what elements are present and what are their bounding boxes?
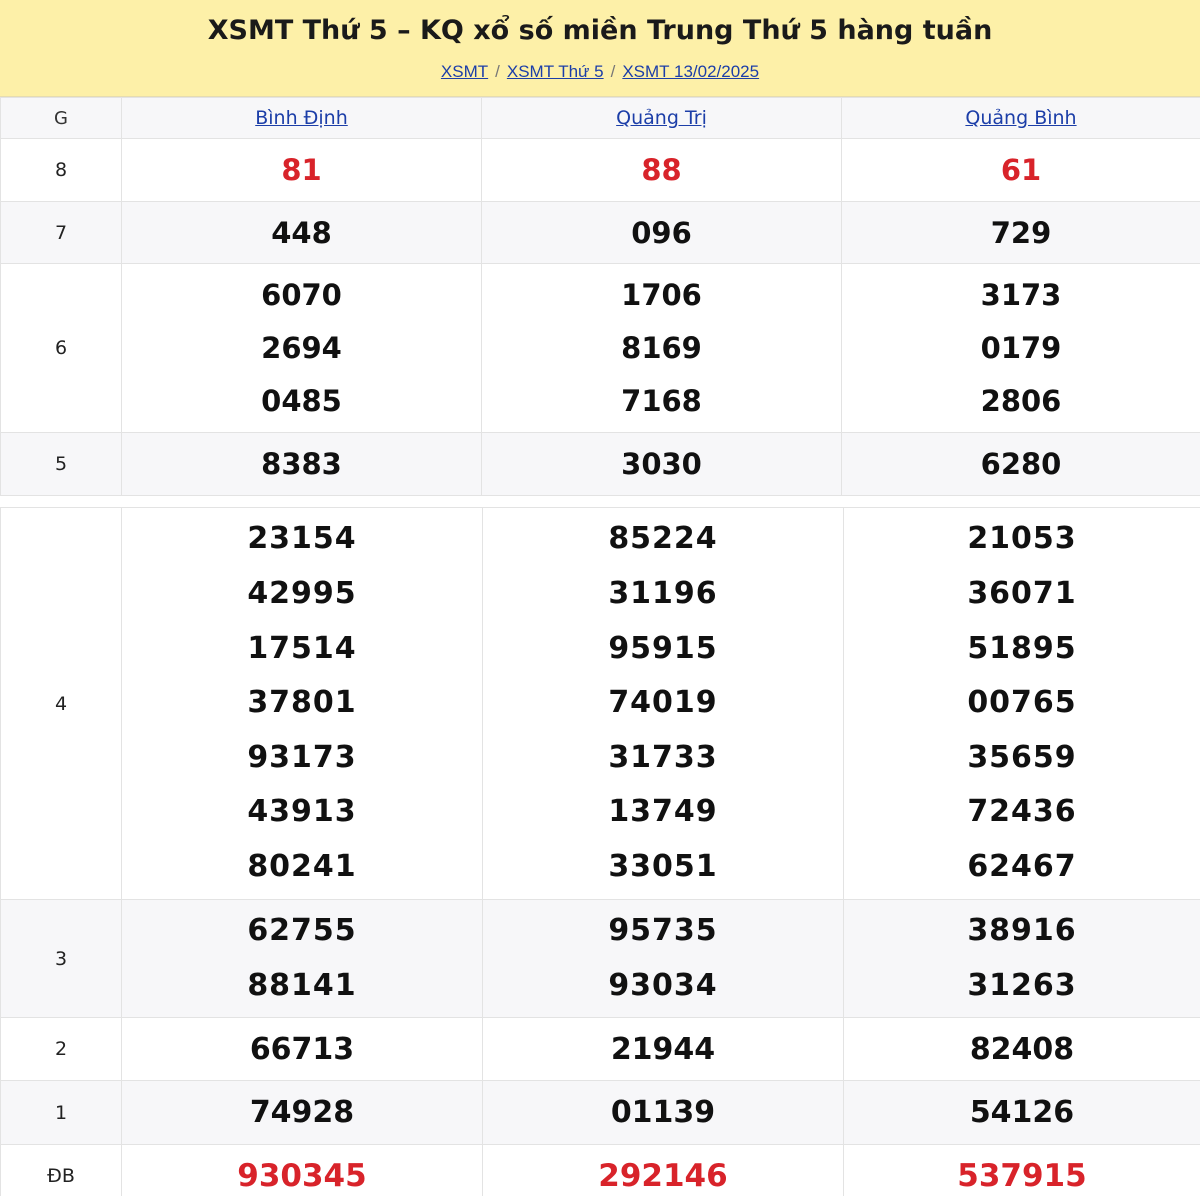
prize-value: 37801 [247, 685, 357, 721]
prize-value: 62467 [967, 848, 1077, 884]
prize-value: 38916 [967, 912, 1077, 948]
prize-value: 80241 [247, 848, 357, 884]
prize-cell [122, 900, 483, 1018]
breadcrumb [0, 61, 1200, 83]
prize-value: 096 [482, 202, 842, 264]
table-row-prize-2 [1, 1018, 1200, 1081]
prize-value: 93173 [247, 739, 357, 775]
prize-value: 88141 [247, 967, 357, 1003]
prize-cell [483, 900, 844, 1018]
prize-value: 21053 [967, 521, 1077, 557]
prize-value: 93034 [608, 967, 718, 1003]
province-link-binh-dinh[interactable]: Bình Định [255, 107, 348, 129]
table-row-prize-4 [1, 508, 1200, 900]
special-prize-value: 537915 [844, 1145, 1200, 1196]
prize-value: 23154 [247, 521, 357, 557]
prize-value: 31263 [967, 967, 1077, 1003]
prize-cell [122, 508, 483, 900]
table-row-special-prize [1, 1145, 1200, 1196]
prize-value: 448 [122, 202, 482, 264]
prize-value: 36071 [967, 576, 1077, 612]
prize-cell [844, 900, 1200, 1018]
prize-value: 729 [842, 202, 1200, 264]
page-title: XSMT Thứ 5 – KQ xổ số miền Trung Thứ 5 hàng tuần [207, 15, 993, 46]
prize-label: 1 [1, 1081, 122, 1145]
prize-value: 1706 [621, 277, 702, 312]
special-prize-value: 292146 [483, 1145, 844, 1196]
table-row-prize-1 [1, 1081, 1200, 1145]
results-table-bottom [0, 507, 1200, 1196]
table-header-row [1, 98, 1200, 139]
prize-value: 21944 [483, 1018, 844, 1081]
prize-value: 95735 [608, 912, 718, 948]
province-link-quang-tri[interactable]: Quảng Trị [616, 107, 707, 129]
prize-value: 0485 [261, 383, 342, 418]
prize-label: 2 [1, 1018, 122, 1081]
breadcrumb-separator: / [495, 62, 500, 81]
prize-value: 54126 [844, 1081, 1200, 1145]
prize-label: 6 [1, 264, 122, 433]
prize-value: 33051 [608, 848, 718, 884]
special-prize-value: 930345 [122, 1145, 483, 1196]
prize-column-header: G [1, 98, 122, 139]
prize-value: 95915 [608, 630, 718, 666]
prize-value: 51895 [967, 630, 1077, 666]
breadcrumb-xsmt-thu5[interactable]: XSMT Thứ 5 [506, 62, 604, 81]
prize-label: 5 [1, 433, 122, 496]
prize-cell [483, 508, 844, 900]
prize-value: 13749 [608, 794, 718, 830]
breadcrumb-date[interactable]: XSMT 13/02/2025 [622, 62, 760, 81]
prize-value: 31733 [608, 739, 718, 775]
prize-value: 66713 [122, 1018, 483, 1081]
results-table-top [0, 97, 1200, 496]
prize-value: 74928 [122, 1081, 483, 1145]
prize-value: 6280 [842, 433, 1200, 496]
table-row-prize-8 [1, 139, 1200, 202]
prize-value: 35659 [967, 739, 1077, 775]
prize-cell [842, 264, 1200, 433]
page-header [0, 0, 1200, 97]
prize-value: 85224 [608, 521, 718, 557]
prize-value: 2694 [261, 330, 342, 365]
table-row-prize-3 [1, 900, 1200, 1018]
prize-value: 6070 [261, 277, 342, 312]
table-row-prize-5 [1, 433, 1200, 496]
prize-cell [122, 264, 482, 433]
prize-value: 43913 [247, 794, 357, 830]
prize-label: ĐB [1, 1145, 122, 1196]
prize-value: 3030 [482, 433, 842, 496]
prize-value: 00765 [967, 685, 1077, 721]
prize-value: 88 [482, 139, 842, 202]
breadcrumb-separator: / [610, 62, 616, 81]
province-link-quang-binh[interactable]: Quảng Bình [965, 107, 1077, 129]
table-row-prize-7 [1, 202, 1200, 264]
prize-value: 8383 [122, 433, 482, 496]
prize-value: 0179 [980, 330, 1062, 365]
prize-label: 4 [1, 508, 122, 900]
prize-value: 62755 [247, 912, 357, 948]
prize-value: 74019 [608, 685, 718, 721]
prize-value: 17514 [247, 630, 357, 666]
breadcrumb-xsmt[interactable]: XSMT [440, 62, 489, 81]
prize-value: 81 [122, 139, 482, 202]
prize-label: 7 [1, 202, 122, 264]
prize-cell [844, 508, 1200, 900]
prize-label: 3 [1, 900, 122, 1018]
prize-value: 01139 [483, 1081, 844, 1145]
province-header [842, 98, 1200, 139]
province-header [482, 98, 842, 139]
province-header [122, 98, 482, 139]
prize-value: 42995 [247, 576, 357, 612]
prize-value: 72436 [967, 794, 1077, 830]
prize-value: 61 [842, 139, 1200, 202]
prize-value: 8169 [621, 330, 702, 365]
prize-value: 7168 [621, 383, 702, 418]
table-row-prize-6 [1, 264, 1200, 433]
prize-value: 31196 [608, 576, 718, 612]
prize-label: 8 [1, 139, 122, 202]
prize-cell [482, 264, 842, 433]
prize-value: 3173 [980, 277, 1062, 312]
prize-value: 2806 [980, 383, 1062, 418]
prize-value: 82408 [844, 1018, 1200, 1081]
